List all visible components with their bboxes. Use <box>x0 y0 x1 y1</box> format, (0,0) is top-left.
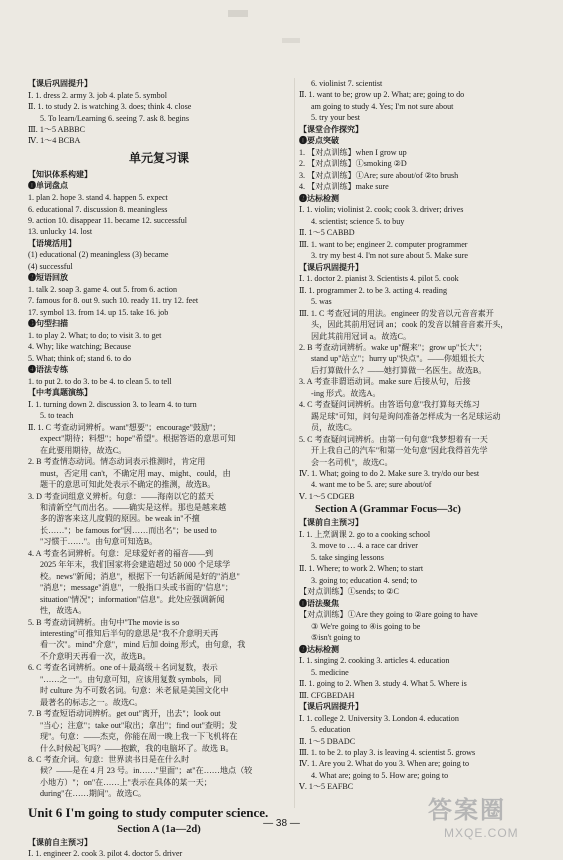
answer-line: must，否定用 can't，不确定用 may、might、could，由 <box>40 468 231 478</box>
answer-line: Ⅰ. 1. turning down 2. discussion 3. to learn 4. to turn <box>28 399 197 409</box>
answer-line: 候？——是在 4 月 23 号。in……"里面"；at"在……地点（较 <box>40 766 253 776</box>
answer-line: Ⅳ. 1～4 BCBA <box>28 136 81 146</box>
answer-line: 5. B 考查动词辨析。由句中"The movie is so <box>28 617 180 627</box>
answer-line: 6. C 考查名词辨析。one of＋最高级＋名词复数，表示 <box>28 663 218 673</box>
answer-line: 1. plan 2. hope 3. stand 4. happen 5. expect <box>28 193 168 203</box>
answer-line: 长……"；be famous for"因……而出名"；be used to <box>40 525 217 535</box>
answer-line: stand up"站立"；hurry up"快点"。——你姐姐长大 <box>311 354 485 364</box>
section-tag: 【课后巩固提升】 <box>28 79 92 88</box>
answer-line: 题干的意思可知此处表示不确定的推测，故选B。 <box>40 480 216 490</box>
answer-line: 3. going to; education 4. send; to <box>311 575 418 585</box>
section-tag: ❶要点突破 <box>299 136 339 146</box>
answer-line: 性，故选A。 <box>40 606 87 616</box>
answer-line: 1. to play 2. What; to do; to visit 3. to get <box>28 330 162 340</box>
answer-line: 不介意明天再看一次，故选B。 <box>40 651 151 661</box>
answer-line: Ⅱ. 1～5 CABBD <box>299 228 355 238</box>
answer-line: Ⅱ. 1～5 DBADC <box>299 736 356 746</box>
answer-line: Ⅴ. 1～5 EAFBC <box>299 782 354 792</box>
answer-line: 3. try my best 4. I'm not sure about 5. Make sure <box>311 251 469 261</box>
answer-line: 1. to put 2. to do 3. to be 4. to clean 5. to tell <box>28 376 172 386</box>
answer-line: interesting"可推知后半句的意思是"我不介意明天再 <box>40 628 219 638</box>
section-tag: ❷达标检测 <box>299 644 339 654</box>
answer-line: 会一名司机"，故选C。 <box>311 457 393 467</box>
answer-line: Ⅲ. 1. want to be; engineer 2. computer programmer <box>299 239 468 249</box>
answer-line: 最著名的标志之一。故选C。 <box>40 697 143 707</box>
watermark-url: MXQE.COM <box>444 826 519 840</box>
answer-line: situation"情况"；information"信息"。此处应强调新闻 <box>40 594 225 604</box>
answer-line: Ⅱ. 1. C 考查动词辨析。want"想要"；encourage"鼓励"； <box>28 422 221 432</box>
answer-line: 4. Why; like watching; Because <box>28 342 132 352</box>
answer-line: 13. unlucky 14. lost <box>28 227 93 237</box>
answer-line: Ⅳ. 1. Are you 2. What do you 3. When are; going to <box>299 759 470 769</box>
answer-line: 2. B 考查情态动词。情态动词表示推测时，肯定用 <box>28 457 206 467</box>
answer-line: Ⅲ. 1. C 考查冠词的用法。engineer 的发音以元音音素开 <box>299 308 494 318</box>
section-tag: ❷达标检测 <box>299 193 339 203</box>
section-tag: 【课前自主预习】 <box>28 837 92 847</box>
answer-line: 2. 【对点训练】①smoking ②D <box>299 159 407 169</box>
answer-line: Ⅲ. 1～5 ABBBC <box>28 124 86 134</box>
answer-line: Ⅴ. 1～5 CDGEB <box>299 491 355 501</box>
section-tag: ❷短语回放 <box>28 273 68 283</box>
left-column <box>28 78 290 860</box>
answer-line: 3. move to … 4. a race car driver <box>311 541 418 551</box>
watermark-text: 答案圈 <box>428 797 506 824</box>
answer-line: 【对点训练】①Are they going to ②are going to have <box>299 610 478 620</box>
answer-line: expect"期待；料想"；hope"希望"。根据答语的意思可知 <box>40 434 236 444</box>
answer-line: Ⅳ. 1. What; going to do 2. Make sure 3. try/do our best <box>299 468 480 478</box>
section-tag: ❹语法专练 <box>28 365 68 375</box>
section-heading: Section A (1a—2d) <box>117 823 201 835</box>
answer-line: 员，故选C。 <box>311 423 357 433</box>
answer-line: 5. medicine <box>311 667 349 677</box>
section-heading: Section A (Grammar Focus—3c) <box>315 504 461 516</box>
answer-line: -ing 形式。故选A。 <box>311 388 381 398</box>
answer-line: 踢足球"可知，问句是询问准备怎样成为一名足球运动 <box>311 411 501 421</box>
answer-line: 6. educational 7. discussion 8. meaningless <box>28 204 168 214</box>
answer-line: (4) successful <box>28 261 73 271</box>
answer-line: 4. C 考查疑问词辨析。由答语句意"我打算每天练习 <box>299 400 480 410</box>
answer-line: Ⅰ. 1. college 2. University 3. London 4. education <box>299 713 459 723</box>
answer-line: 看一次"。mind"介意"，mind 后加 doing 形式，由句意，我 <box>40 640 246 650</box>
answer-line: 后打算做什么？——她打算做一名医生。故选B。 <box>311 365 487 375</box>
page-number: — 38 — <box>263 818 300 829</box>
answer-line: 5. to teach <box>40 411 74 421</box>
answer-line: 9. action 10. disappear 11. became 12. successful <box>28 215 188 225</box>
answer-line: 5. take singing lessons <box>311 552 384 562</box>
unit-review-title: 单元复习课 <box>128 150 189 165</box>
answer-line: 7. famous for 8. out 9. such 10. ready 11. try 12. feet <box>28 296 199 306</box>
answer-line: 2025 年年末，我们国家将会建造超过 50 000 个足球学 <box>40 560 231 570</box>
faint-header-marks <box>0 0 563 74</box>
answer-line: 5. To learn/Learning 6. seeing 7. ask 8. begins <box>40 113 189 123</box>
answer-line: 开上我自己的汽车"和第一处句意"因此我得首先学 <box>311 446 488 456</box>
answer-line: 1. talk 2. soap 3. game 4. out 5. from 6. action <box>28 284 178 294</box>
answer-line: 2. B 考查动词辨析。wake up"醒来"；grow up"长大"； <box>299 342 487 352</box>
answer-line: 什么时候起飞吗？——抱歉，我的电脑坏了。故选 B。 <box>40 743 234 753</box>
watermark-logo <box>428 796 556 852</box>
section-tag: 【课后巩固提升】 <box>299 262 363 272</box>
answer-line: 4. scientist; science 5. to buy <box>311 216 405 226</box>
answer-line: "消息"；message"消息"，一般指口头或书面的"信息"； <box>40 583 233 593</box>
right-column <box>299 78 549 793</box>
answer-line: Ⅰ. 1. singing 2. cooking 3. articles 4. education <box>299 656 450 666</box>
section-tag: 【课后巩固提升】 <box>299 702 363 711</box>
section-tag: 【知识体系构建】 <box>28 169 92 179</box>
answer-line: 3. 【对点训练】①Are; sure about/of ②to brush <box>299 170 459 180</box>
answer-line: 和清新空气而出名。——确实是这样。那也是越来越 <box>40 502 227 512</box>
answer-line: 4. What are; going to 5. How are; going to <box>311 770 449 780</box>
answer-line: 5. C 考查疑问词辨析。由第一句句意"我梦想着有一天 <box>299 434 488 444</box>
section-tag: 【语境活用】 <box>28 238 76 248</box>
answer-line: Ⅱ. 1. Where; to work 2. When; to start <box>299 564 424 574</box>
answer-line: 小地方）"；on"在……上"表示在具体的某一天； <box>40 777 212 787</box>
answer-line: (1) educational (2) meaningless (3) became <box>28 250 169 260</box>
answer-line: 4. A 考查名词辨析。句意：足球爱好者的福音——到 <box>28 548 214 558</box>
answer-line: during"在……期间"。故选C。 <box>40 789 146 799</box>
section-tag: 【课堂合作探究】 <box>299 124 363 134</box>
answer-line: Ⅱ. 1. going to 2. When 3. study 4. What 5. Where is <box>299 679 467 689</box>
section-tag: ❶单词盘点 <box>28 181 68 191</box>
answer-line: 5. try your best <box>311 113 361 123</box>
answer-line: "……之一"。由句意可知，应该用复数 symbols，同 <box>40 674 222 684</box>
answer-line: 5. was <box>311 297 332 307</box>
answer-line: 1. 【对点训练】when I grow up <box>299 148 407 157</box>
column-divider <box>294 78 295 808</box>
section-tag: ❸句型扫描 <box>28 319 68 329</box>
answer-line: Ⅲ. 1. to be 2. to play 3. is leaving 4. scientist 5. grows <box>299 747 476 757</box>
answer-line: 现"。句意：——杰克，你能在周一晚上我一下飞机将在 <box>40 732 238 742</box>
answer-line: Ⅰ. 1. doctor 2. pianist 3. Scientists 4. pilot 5. cook <box>299 274 459 284</box>
answer-line: Ⅰ. 1. dress 2. army 3. job 4. plate 5. symbol <box>28 90 167 100</box>
answer-line: Ⅱ. 1. want to be; grow up 2. What; are; going to do <box>299 90 465 100</box>
answer-line: Ⅲ. CFGBEDAH <box>299 690 355 700</box>
answer-line: 校。news"新闻；消息"，根据下一句话新闻是好的"消息" <box>40 571 240 581</box>
answer-line: 4. want me to be 5. are; sure about/of <box>311 480 432 490</box>
answer-line: Ⅰ. 1. 上烹调课 2. go to a cooking school <box>299 529 431 539</box>
section-tag: ❶语法聚焦 <box>299 598 339 608</box>
answer-line: 头，因此其前用冠词 an；cook 的发音以辅音音素开头， <box>311 320 509 330</box>
answer-line: Ⅰ. 1. engineer 2. cook 3. pilot 4. doctor 5. driver <box>28 849 183 859</box>
answer-line: Ⅰ. 1. violin; violinist 2. cook; cook 3. driver; drives <box>299 205 464 215</box>
answer-line: 4. 【对点训练】make sure <box>299 182 389 192</box>
answer-line: 3. D 考查词组意义辨析。句意：——海南以它的蓝天 <box>28 491 214 501</box>
answer-line: "习惯于……"。由句意可知选B。 <box>40 537 158 547</box>
answer-line: 8. C 考查介词。句意：世界读书日是在什么时 <box>28 754 190 764</box>
answer-line: Ⅱ. 1. to study 2. is watching 3. does; think 4. close <box>28 102 192 112</box>
answer-line: 时 culture 为不可数名词。句意：米老鼠是美国文化中 <box>40 686 229 696</box>
section-tag: 【中考真题演练】 <box>28 388 92 398</box>
answer-line: Ⅱ. 1. programmer 2. to be 3. acting 4. reading <box>299 285 447 295</box>
answer-line: 17. symbol 13. from 14. up 15. take 16. job <box>28 307 169 317</box>
answer-line: 5. What; think of; stand 6. to do <box>28 353 132 363</box>
answer-line: am going to study 4. Yes; I'm not sure about <box>311 101 454 111</box>
unit-heading: Unit 6 I'm going to study computer science. <box>28 804 269 820</box>
answer-line: ⑤isn't going to <box>311 633 361 643</box>
answer-line: 【对点训练】①sends; to ②C <box>299 587 399 597</box>
answer-line: 7. B 考查短语动词辨析。get out"离开，出去"；look out <box>28 709 221 719</box>
answer-line: 多的游客来这儿度假的原因。be weak in"不擅 <box>40 514 200 524</box>
section-tag: 【课前自主预习】 <box>299 518 363 528</box>
answer-line: 6. violinist 7. scientist <box>311 79 383 88</box>
answer-line: ③ We're going to ④is going to be <box>311 621 421 631</box>
answer-line: 在此要用期待，故选C。 <box>40 445 127 455</box>
answer-line: 因此其前用冠词 a。故选C。 <box>311 331 412 341</box>
answer-line: "当心；注意"；take out"取出；拿出"；find out"查明；发 <box>40 720 238 730</box>
answer-line: 5. education <box>311 725 351 735</box>
answer-line: 3. A 考查非谓语动词。make sure 后接从句，后接 <box>299 377 471 387</box>
